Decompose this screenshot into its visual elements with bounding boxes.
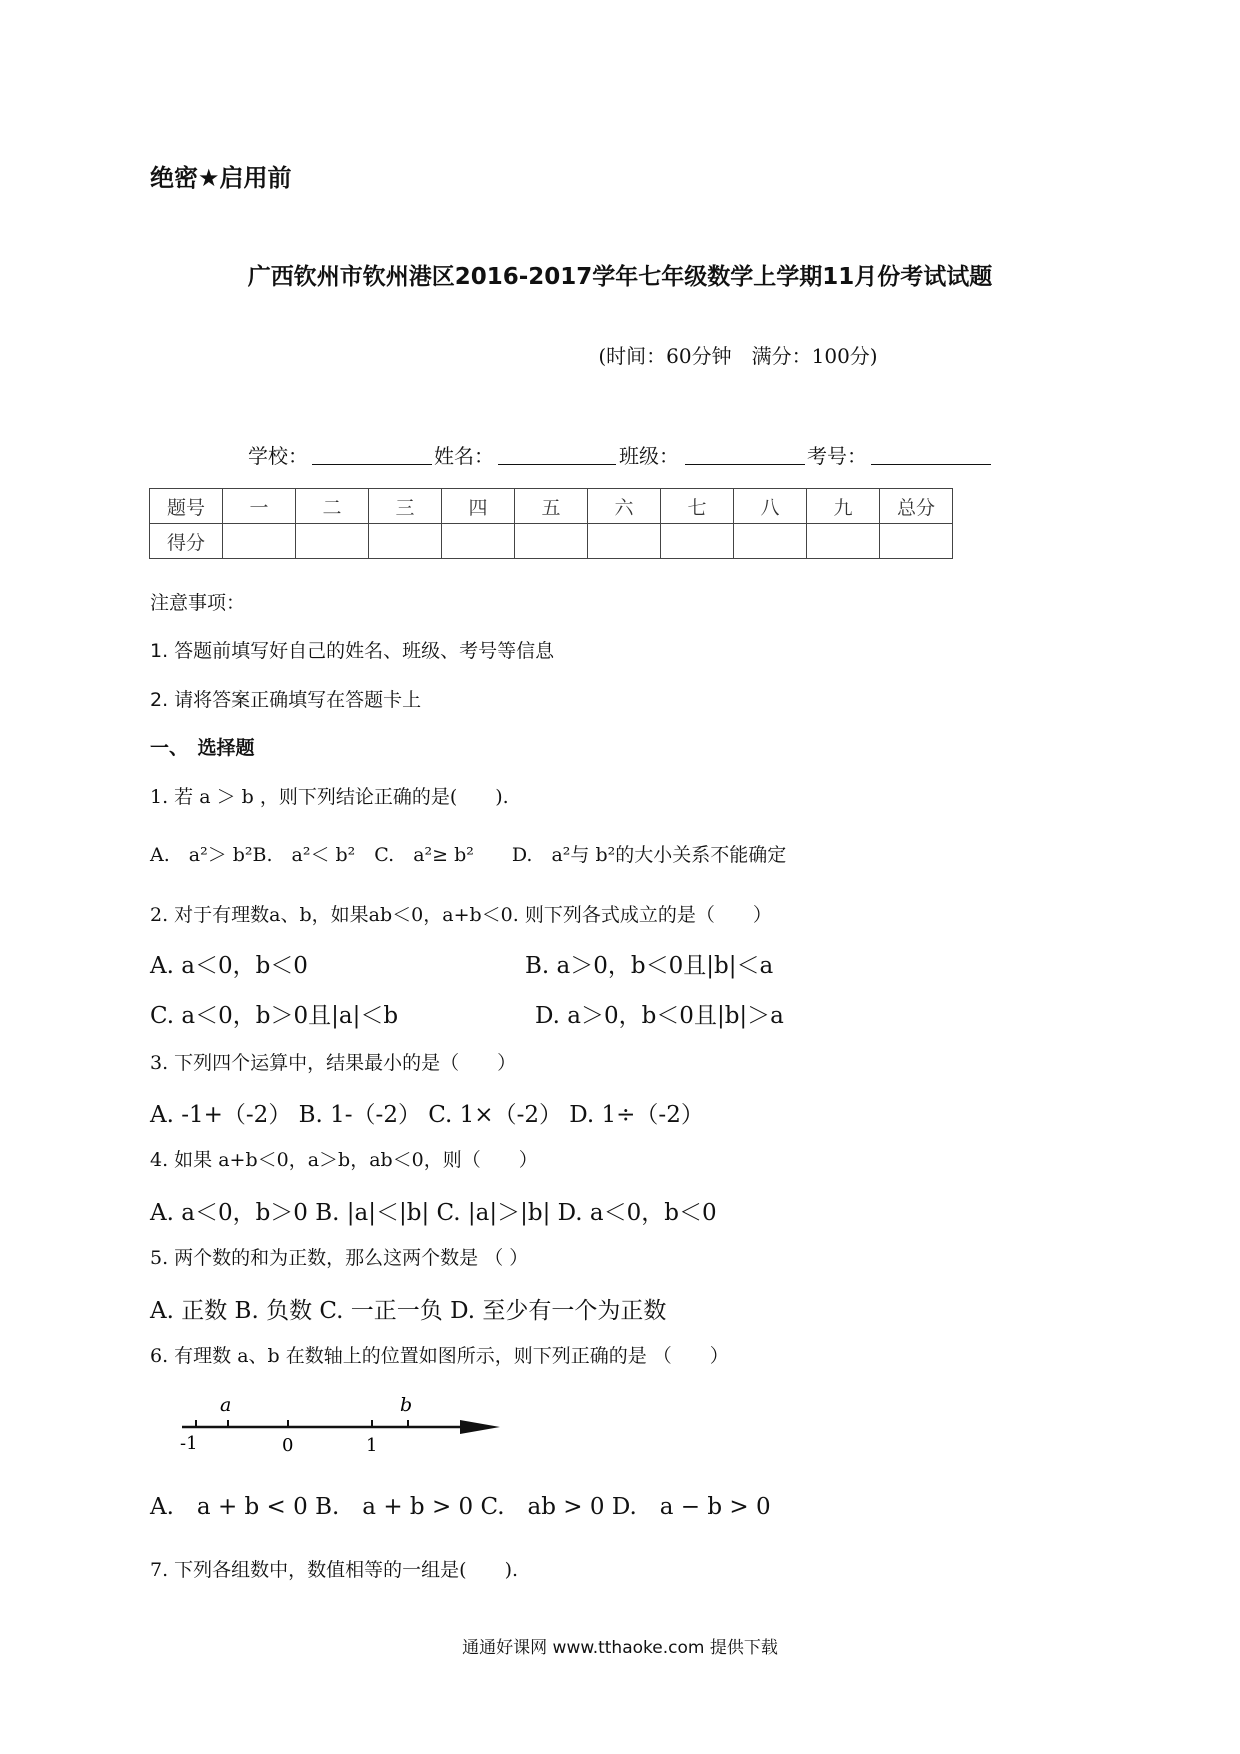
class-blank bbox=[685, 442, 805, 465]
score-entry-cell[interactable] bbox=[880, 524, 953, 559]
school-label: 学校： bbox=[248, 444, 308, 468]
point-a-label: a bbox=[220, 1394, 232, 1416]
question-2: 2. 对于有理数a、b，如果ab＜0，a+b＜0. 则下列各式成立的是（ ） bbox=[150, 904, 772, 926]
score-entry-cell[interactable] bbox=[807, 524, 880, 559]
note-item: 2. 请将答案正确填写在答题卡上 bbox=[150, 689, 422, 711]
tick-label: 1 bbox=[366, 1435, 378, 1455]
question-2-option-d: D. a＞0，b＜0且|b|＞a bbox=[535, 1003, 784, 1029]
table-cell: 二 bbox=[296, 489, 369, 524]
score-entry-cell[interactable] bbox=[223, 524, 296, 559]
table-cell: 题号 bbox=[150, 489, 223, 524]
score-entry-cell[interactable] bbox=[734, 524, 807, 559]
score-entry-cell[interactable] bbox=[442, 524, 515, 559]
question-5-options: A. 正数 B. 负数 C. 一正一负 D. 至少有一个为正数 bbox=[150, 1298, 667, 1324]
note-item: 1. 答题前填写好自己的姓名、班级、考号等信息 bbox=[150, 640, 555, 662]
exam-subtitle: (时间：60分钟 满分：100分) bbox=[598, 344, 878, 368]
score-table-header-row bbox=[150, 489, 953, 524]
name-label: 姓名： bbox=[434, 444, 494, 468]
table-cell: 得分 bbox=[150, 524, 223, 559]
table-cell: 一 bbox=[223, 489, 296, 524]
question-4: 4. 如果 a+b＜0，a＞b，ab＜0，则（ ） bbox=[150, 1149, 538, 1171]
exam-number-blank bbox=[871, 442, 991, 465]
table-cell: 三 bbox=[369, 489, 442, 524]
number-line-figure bbox=[170, 1385, 510, 1455]
table-cell: 五 bbox=[515, 489, 588, 524]
score-entry-cell[interactable] bbox=[515, 524, 588, 559]
table-cell: 总分 bbox=[880, 489, 953, 524]
table-cell: 四 bbox=[442, 489, 515, 524]
tick-label: 0 bbox=[282, 1435, 294, 1455]
tick-label: -1 bbox=[180, 1433, 198, 1454]
score-entry-cell[interactable] bbox=[369, 524, 442, 559]
question-6: 6. 有理数 a、b 在数轴上的位置如图所示，则下列正确的是 （ ） bbox=[150, 1345, 729, 1367]
question-2-option-a: A. a＜0，b＜0 bbox=[150, 953, 308, 979]
score-entry-cell[interactable] bbox=[588, 524, 661, 559]
question-3-options: A. -1+（-2） B. 1-（-2） C. 1×（-2） D. 1÷（-2） bbox=[150, 1102, 704, 1128]
notes-title: 注意事项： bbox=[150, 592, 246, 614]
question-7: 7. 下列各组数中，数值相等的一组是( ). bbox=[150, 1559, 519, 1581]
score-table bbox=[149, 488, 953, 559]
footer-credit: 通通好课网 www.tthaoke.com 提供下载 bbox=[462, 1638, 778, 1658]
question-2-option-c: C. a＜0，b＞0且|a|＜b bbox=[150, 1003, 399, 1029]
secret-label: 绝密★启用前 bbox=[150, 164, 292, 192]
point-b-label: b bbox=[400, 1394, 413, 1416]
exam-number-label: 考号： bbox=[807, 444, 867, 468]
name-blank bbox=[498, 442, 616, 465]
class-label: 班级： bbox=[619, 444, 679, 468]
question-4-options: A. a＜0，b＞0 B. |a|＜|b| C. |a|＞|b| D. a＜0，b＜0 bbox=[150, 1200, 717, 1226]
school-blank bbox=[312, 442, 432, 465]
table-cell: 六 bbox=[588, 489, 661, 524]
section-heading: 一、 选择题 bbox=[150, 737, 255, 759]
table-cell: 九 bbox=[807, 489, 880, 524]
question-1: 1. 若 a ＞ b ，则下列结论正确的是( ). bbox=[150, 786, 509, 808]
question-5: 5. 两个数的和为正数，那么这两个数是 （ ） bbox=[150, 1247, 529, 1269]
table-cell: 七 bbox=[661, 489, 734, 524]
score-entry-cell[interactable] bbox=[296, 524, 369, 559]
score-entry-cell[interactable] bbox=[661, 524, 734, 559]
question-2-option-b: B. a＞0，b＜0且|b|＜a bbox=[525, 953, 774, 979]
number-line-arrow bbox=[460, 1420, 500, 1434]
table-cell: 八 bbox=[734, 489, 807, 524]
question-1-options: A. a²＞ b²B. a²＜ b² C. a²≥ b² D. a²与 b²的大小关系不能确定 bbox=[150, 844, 787, 866]
question-6-options: A. a + b < 0 B. a + b > 0 C. ab > 0 D. a − b > 0 bbox=[150, 1494, 771, 1520]
question-3: 3. 下列四个运算中，结果最小的是（ ） bbox=[150, 1052, 517, 1074]
exam-title: 广西钦州市钦州港区2016-2017学年七年级数学上学期11月份考试试题 bbox=[247, 264, 993, 290]
score-table-score-row bbox=[150, 524, 953, 559]
